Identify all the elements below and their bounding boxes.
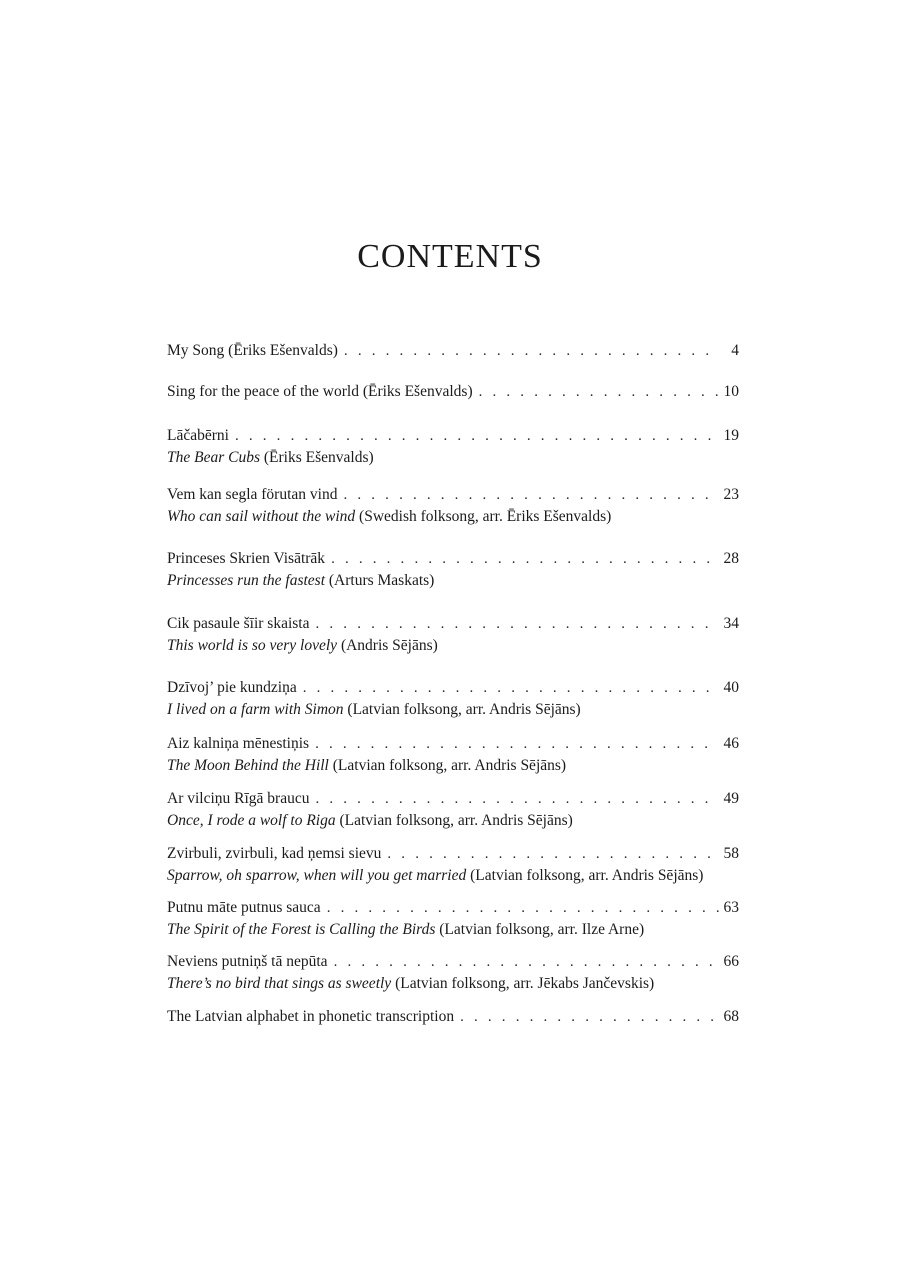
toc-entry[interactable]: [167, 381, 739, 403]
page-number: 63: [723, 899, 739, 916]
entry-credit: (Latvian folksong, arr. Andris Sējāns): [335, 812, 573, 829]
toc-entry[interactable]: [167, 788, 739, 832]
page-number: 49: [723, 790, 739, 807]
entry-credit: (Latvian folksong, arr. Andris Sējāns): [343, 701, 581, 718]
entry-title: Aiz kalniņa mēnestiņis: [167, 735, 310, 752]
toc-entry[interactable]: [167, 677, 739, 721]
dot-leader: [460, 1006, 719, 1028]
page-number: 23: [723, 486, 739, 503]
dot-leader: [334, 951, 719, 973]
entry-credit: (Latvian folksong, arr. Andris Sējāns): [466, 867, 704, 884]
dot-leader: [315, 788, 719, 810]
dot-leader: [343, 484, 719, 506]
page-number: 68: [723, 1008, 739, 1025]
entry-credit: (Ēriks Ešenvalds): [260, 449, 374, 466]
dot-leader: [479, 381, 719, 403]
entry-title: Dzīvoj’ pie kundziņa: [167, 679, 297, 696]
toc-entry[interactable]: [167, 733, 739, 777]
entry-title: Sing for the peace of the world (Ēriks Ešenvalds): [167, 383, 473, 400]
dot-leader: [315, 733, 719, 755]
page-number: 4: [731, 342, 739, 359]
entry-title: Ar vilciņu Rīgā braucu: [167, 790, 310, 807]
toc-entry[interactable]: [167, 897, 739, 941]
page-number: 34: [723, 615, 739, 632]
entry-subtitle: The Bear Cubs: [167, 449, 260, 466]
entry-title: My Song (Ēriks Ešenvalds): [167, 342, 338, 359]
toc-entry[interactable]: [167, 1006, 739, 1028]
page-title: CONTENTS: [357, 238, 543, 275]
toc-entry[interactable]: [167, 484, 739, 528]
dot-leader: [327, 897, 719, 919]
dot-leader: [316, 613, 720, 635]
entry-title: Princeses Skrien Visātrāk: [167, 550, 326, 567]
entry-credit: (Latvian folksong, arr. Jēkabs Jančevskis): [391, 975, 655, 992]
entry-subtitle: The Spirit of the Forest is Calling the Birds: [167, 921, 436, 938]
page-number: 10: [723, 383, 739, 400]
entry-credit: (Arturs Maskats): [325, 572, 435, 589]
dot-leader: [235, 425, 719, 447]
entry-subtitle: Who can sail without the wind: [167, 508, 356, 525]
entry-title: Putnu māte putnus sauca: [167, 899, 321, 916]
entry-subtitle: Princesses run the fastest: [167, 572, 325, 589]
dot-leader: [303, 677, 719, 699]
entry-title: Lāčabērni: [167, 427, 229, 444]
toc-entry[interactable]: [167, 951, 739, 995]
entry-title: Vem kan segla förutan vind: [167, 486, 338, 503]
entry-subtitle: There’s no bird that sings as sweetly: [167, 975, 392, 992]
dot-leader: [331, 548, 719, 570]
entry-subtitle: Sparrow, oh sparrow, when will you get married: [167, 867, 467, 884]
entry-subtitle: The Moon Behind the Hill: [167, 757, 329, 774]
page-number: 40: [723, 679, 739, 696]
entry-credit: (Latvian folksong, arr. Andris Sējāns): [328, 757, 567, 774]
page-number: 66: [723, 953, 739, 970]
page-number: 58: [723, 845, 739, 862]
toc-entry[interactable]: [167, 425, 739, 469]
dot-leader: [344, 340, 719, 362]
entry-title: Neviens putniņš tā nepūta: [167, 953, 328, 970]
entry-subtitle: This world is so very lovely: [167, 637, 338, 654]
page-number: 19: [723, 427, 739, 444]
toc-entry[interactable]: [167, 340, 739, 362]
entry-subtitle: I lived on a farm with Simon: [167, 701, 344, 718]
entry-credit: (Andris Sējāns): [337, 637, 438, 654]
entry-credit: (Swedish folksong, arr. Ēriks Ešenvalds): [355, 508, 612, 525]
entry-credit: (Latvian folksong, arr. Ilze Arne): [435, 921, 645, 938]
entry-title: Zvirbuli, zvirbuli, kad ņemsi sievu: [167, 845, 382, 862]
toc-entry[interactable]: [167, 613, 739, 657]
toc-entry[interactable]: [167, 843, 739, 887]
dot-leader: [387, 843, 719, 865]
toc-entry[interactable]: [167, 548, 739, 592]
entry-title: The Latvian alphabet in phonetic transcription: [167, 1008, 455, 1025]
page-number: 46: [723, 735, 739, 752]
entry-title: Cik pasaule šīir skaista: [167, 615, 310, 632]
entry-subtitle: Once, I rode a wolf to Riga: [167, 812, 336, 829]
page-number: 28: [723, 550, 739, 567]
